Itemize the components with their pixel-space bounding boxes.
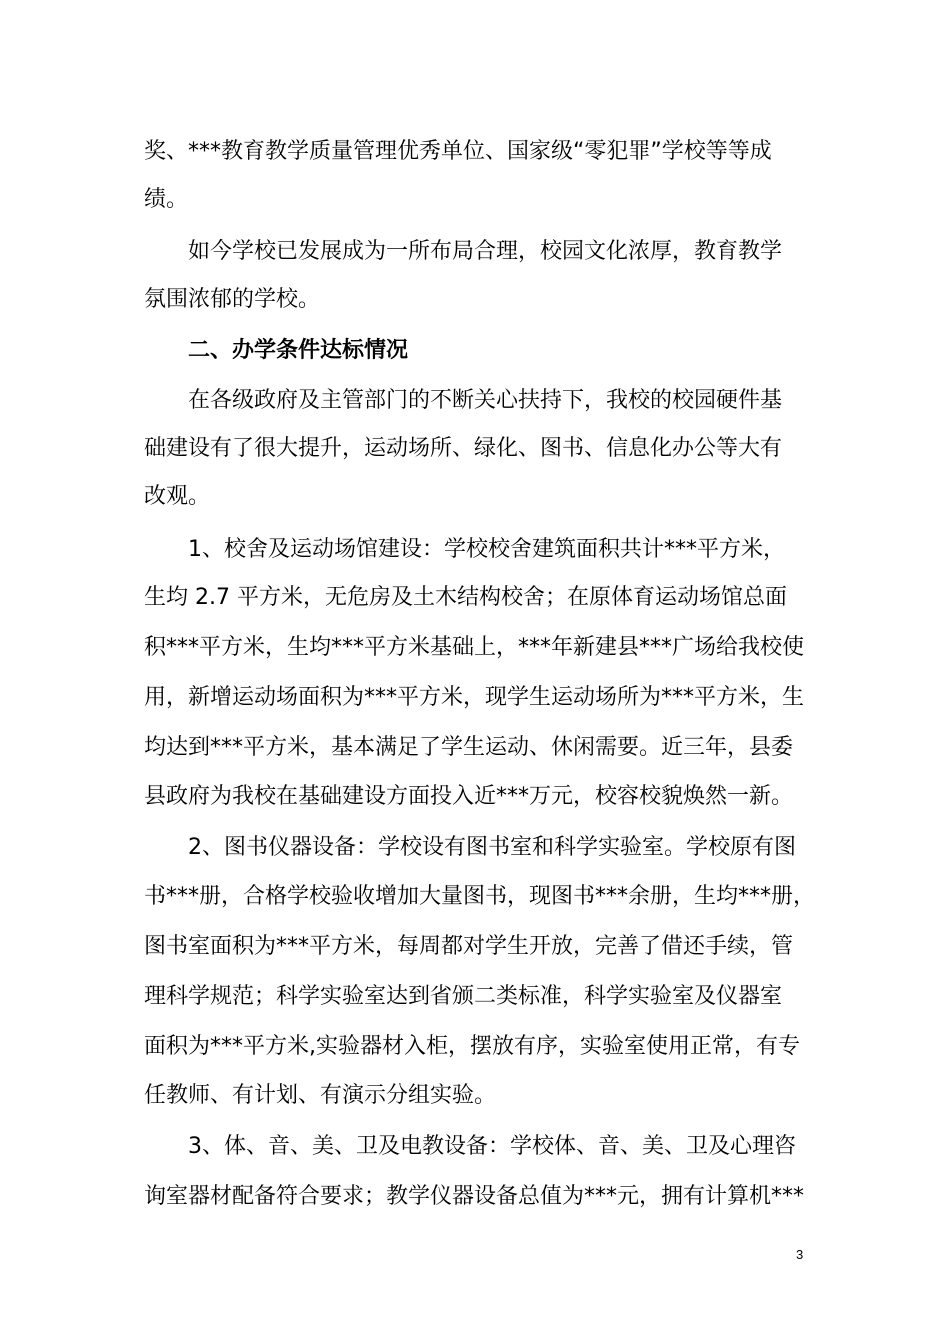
text-line: 3、体、音、美、卫及电教设备：学校体、音、美、卫及心理咨 bbox=[188, 1134, 796, 1159]
text-line: 在各级政府及主管部门的不断关心扶持下，我校的校园硬件基 bbox=[188, 388, 783, 413]
text-line: 生均 2.7 平方米，无危房及土木结构校舍；在原体育运动场馆总面 bbox=[144, 585, 787, 610]
text-line: 用，新增运动场面积为***平方米，现学生运动场所为***平方米，生 bbox=[144, 685, 805, 710]
text-line: 县政府为我校在基础建设方面投入近***万元，校容校貌焕然一新。 bbox=[144, 784, 794, 809]
text-line: 如今学校已发展成为一所布局合理，校园文化浓厚，教育教学 bbox=[188, 239, 783, 264]
text-line: 图书室面积为***平方米，每周都对学生开放，完善了借还手续，管 bbox=[144, 934, 794, 959]
text-line: 书***册，合格学校验收增加大量图书，现图书***余册，生均***册， bbox=[144, 884, 816, 909]
text-line: 面积为***平方米,实验器材入柜，摆放有序，实验室使用正常，有专 bbox=[144, 1034, 800, 1059]
text-line: 绩。 bbox=[144, 187, 189, 212]
text-line: 询室器材配备符合要求；教学仪器设备总值为***元，拥有计算机*** bbox=[144, 1184, 805, 1209]
text-line: 理科学规范；科学实验室达到省颁二类标准，科学实验室及仪器室 bbox=[144, 984, 783, 1009]
text-line: 础建设有了很大提升，运动场所、绿化、图书、信息化办公等大有 bbox=[144, 436, 783, 461]
text-line: 改观。 bbox=[144, 484, 211, 509]
text-line: 1、校舍及运动场馆建设：学校校舍建筑面积共计***平方米， bbox=[188, 537, 785, 562]
text-line: 任教师、有计划、有演示分组实验。 bbox=[144, 1083, 497, 1108]
text-line: 氛围浓郁的学校。 bbox=[144, 287, 321, 312]
page-number: 3 bbox=[796, 1247, 804, 1262]
text-line: 奖、***教育教学质量管理优秀单位、国家级“零犯罪”学校等等成 bbox=[144, 139, 772, 164]
text-line: 积***平方米，生均***平方米基础上，***年新建县***广场给我校使 bbox=[144, 635, 805, 660]
text-line: 均达到***平方米，基本满足了学生运动、休闲需要。近三年，县委 bbox=[144, 735, 794, 760]
section-heading: 二、办学条件达标情况 bbox=[188, 338, 409, 363]
text-line: 2、图书仪器设备：学校设有图书室和科学实验室。学校原有图 bbox=[188, 835, 796, 860]
